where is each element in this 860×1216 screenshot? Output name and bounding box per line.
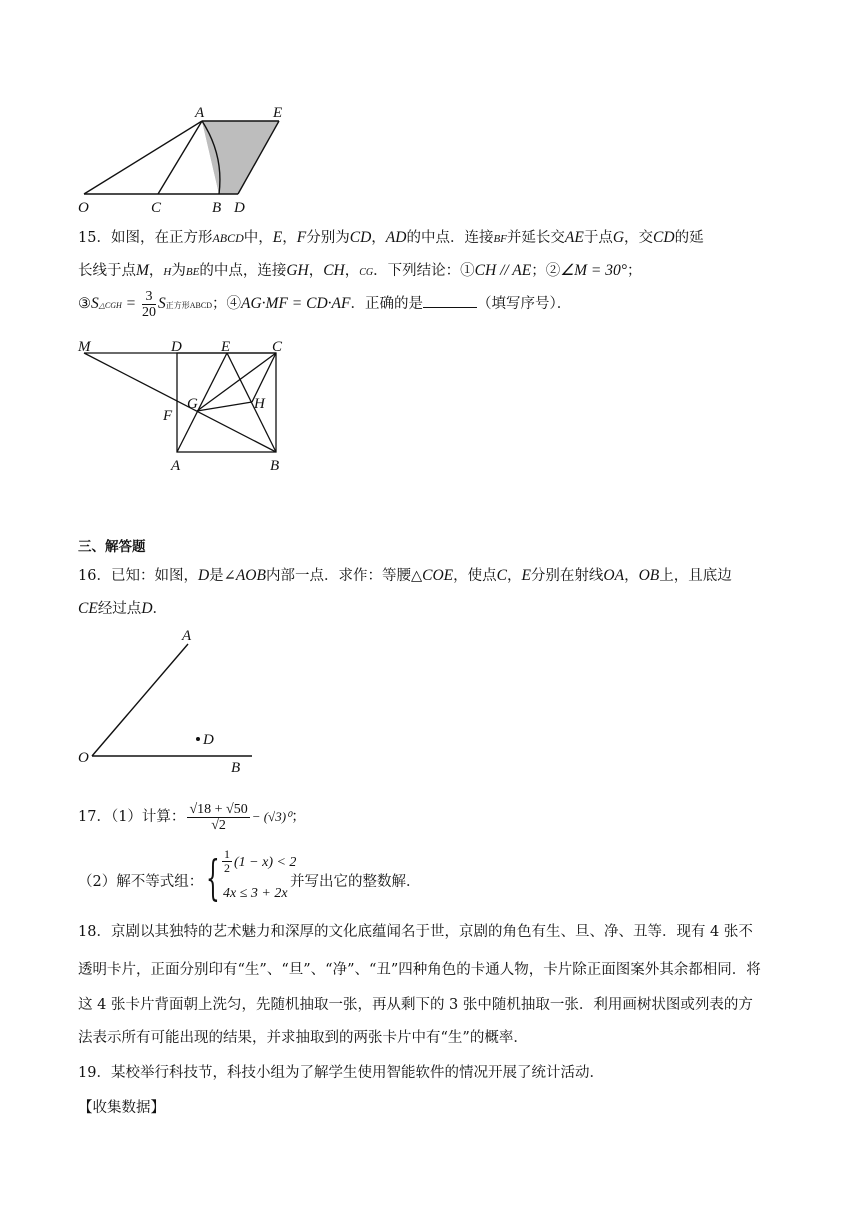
fraction [222, 848, 232, 875]
math: S [158, 295, 166, 312]
text: ， [282, 230, 297, 246]
math: (1 − x) < 2 [234, 855, 297, 870]
math: = [121, 295, 141, 312]
q19-line2: 【收集数据】 [78, 1100, 165, 1116]
label-O: O [78, 750, 89, 766]
label-A: A [195, 105, 205, 121]
label-O: O [78, 200, 89, 216]
label-C: C [272, 339, 283, 355]
question-number: 17． [78, 809, 111, 825]
q18-line2: 透明卡片，正面分别印有“生”、“旦”、“净”、“丑”四种角色的卡通人物，卡片除正面图案外其余都相同．将 [78, 962, 761, 978]
text: 分别在射线 [530, 568, 604, 584]
text: 经过点 [97, 601, 142, 617]
label-A: A [182, 628, 192, 644]
q18-line3: 这 4 张卡片背面朝上洗匀，先随机抽取一张，再从剩下的 3 张中随机抽取一张．利用画树状图或列表的方 [78, 997, 753, 1013]
math: CG [359, 267, 374, 278]
text: ；④ [212, 296, 241, 312]
text: 并写出它的整数解． [290, 874, 421, 890]
label-D: D [203, 732, 214, 748]
math: G [612, 229, 625, 246]
text: 如图，在正方形 [110, 230, 213, 246]
q15-line3 [78, 288, 571, 322]
figure-q15 [74, 336, 294, 476]
q18-line1: 18．京剧以其独特的艺术魅力和深厚的文化底蕴闻名于世，京剧的角色有生、旦、净、丑等．现有 4 张不 [78, 924, 753, 940]
text: 于点 [583, 230, 613, 246]
text: ， [624, 568, 639, 584]
label-H: H [254, 396, 265, 412]
inequality-2: 4x ≤ 3 + 2x [223, 886, 288, 901]
math: GH [286, 262, 309, 279]
math: AOB [235, 567, 266, 584]
text: 内部一点．求作：等腰△ [265, 568, 423, 584]
label-A: A [171, 458, 181, 474]
text: ，使点 [453, 568, 497, 584]
denominator: 2 [224, 861, 230, 875]
denominator: √2 [211, 817, 226, 833]
text: （2）解不等式组： [78, 874, 204, 890]
q17-part1 [78, 797, 306, 837]
math: C [496, 567, 507, 584]
text: 中， [243, 230, 273, 246]
label-F: F [163, 408, 173, 424]
figure-q14 [74, 100, 304, 218]
text: ； [626, 263, 642, 279]
text: 分别为 [306, 230, 350, 246]
text: 为 [171, 263, 186, 279]
label-G: G [187, 396, 198, 412]
math: M [136, 262, 149, 279]
fraction [142, 289, 156, 320]
math-sub: △CGH [98, 301, 122, 310]
label-B: B [270, 458, 280, 474]
text: ， [371, 230, 386, 246]
math: OB [638, 567, 660, 584]
math: D [141, 600, 153, 617]
text: ， [308, 263, 324, 279]
text: 的延 [674, 230, 704, 246]
text: ．正确的是 [350, 296, 423, 312]
text: ．下列结论：① [373, 263, 475, 279]
text: ③ [78, 296, 91, 312]
label-B: B [212, 200, 222, 216]
label-D: D [234, 200, 245, 216]
math: ∠M = 30° [560, 262, 627, 279]
text: 的中点．连接 [406, 230, 494, 246]
q16-line2 [78, 597, 167, 618]
math: CH [323, 262, 345, 279]
figure-q16 [74, 626, 264, 776]
q15-line1 [78, 226, 704, 247]
q16-line1 [78, 564, 732, 585]
math: CE [78, 600, 98, 617]
math: F [296, 229, 307, 246]
math: − (√3)⁰ [251, 809, 292, 824]
math-sub: 正方形ABCD [165, 301, 212, 310]
text: （填写序号）． [476, 296, 572, 312]
text: 的中点，连接 [199, 263, 287, 279]
text: ， [344, 263, 360, 279]
text: ． [152, 601, 168, 617]
numerator: 3 [142, 289, 156, 305]
label-B: B [231, 760, 241, 776]
math: CD [653, 229, 675, 246]
text: ，交 [624, 230, 654, 246]
label-E: E [273, 105, 283, 121]
fraction [187, 802, 249, 833]
text: 长线于点 [78, 263, 136, 279]
math: BE [185, 266, 200, 278]
math: COE [422, 567, 454, 584]
math: ABCD [212, 231, 244, 245]
section-heading: 三、解答题 [78, 539, 146, 555]
math: AE [564, 229, 584, 246]
question-number: 16． [78, 568, 111, 584]
math: CD [349, 229, 372, 246]
math: D [197, 567, 210, 584]
point-D [196, 737, 200, 741]
text: 已知：如图， [110, 568, 198, 584]
text: ； [291, 809, 306, 825]
text: 上，且底边 [659, 568, 732, 584]
math: AD [385, 229, 407, 246]
q19-line1: 19．某校举行科技节，科技小组为了解学生使用智能软件的情况开展了统计活动． [78, 1065, 604, 1081]
math: CH // AE [474, 262, 532, 279]
q15-line2 [78, 259, 641, 280]
label-D: D [171, 339, 182, 355]
label-C: C [151, 200, 162, 216]
text: 并延长交 [506, 230, 565, 246]
text: （1）计算： [110, 809, 186, 825]
brace: { [206, 850, 220, 906]
math: S [91, 295, 99, 312]
math: E [521, 567, 531, 584]
numerator: 1 [224, 847, 230, 861]
text: ；② [531, 263, 561, 279]
label-M: M [78, 339, 91, 355]
math: E [272, 229, 283, 246]
q18-line4: 法表示所有可能出现的结果，并求抽取到的两张卡片中有“生”的概率． [78, 1030, 528, 1046]
text: ， [148, 263, 164, 279]
math: AG·MF = CD·AF [241, 295, 351, 312]
q17-part2 [78, 848, 498, 912]
question-number: 15． [78, 230, 111, 246]
inequality-1 [220, 848, 296, 875]
text: ， [506, 568, 522, 584]
math: H [163, 266, 172, 278]
math: BF [493, 233, 507, 245]
denominator: 20 [142, 304, 157, 320]
math: OA [603, 567, 625, 584]
numerator: √18 + √50 [189, 801, 248, 817]
text: 是∠ [209, 568, 236, 584]
answer-blank[interactable] [423, 295, 477, 308]
label-E: E [221, 339, 231, 355]
